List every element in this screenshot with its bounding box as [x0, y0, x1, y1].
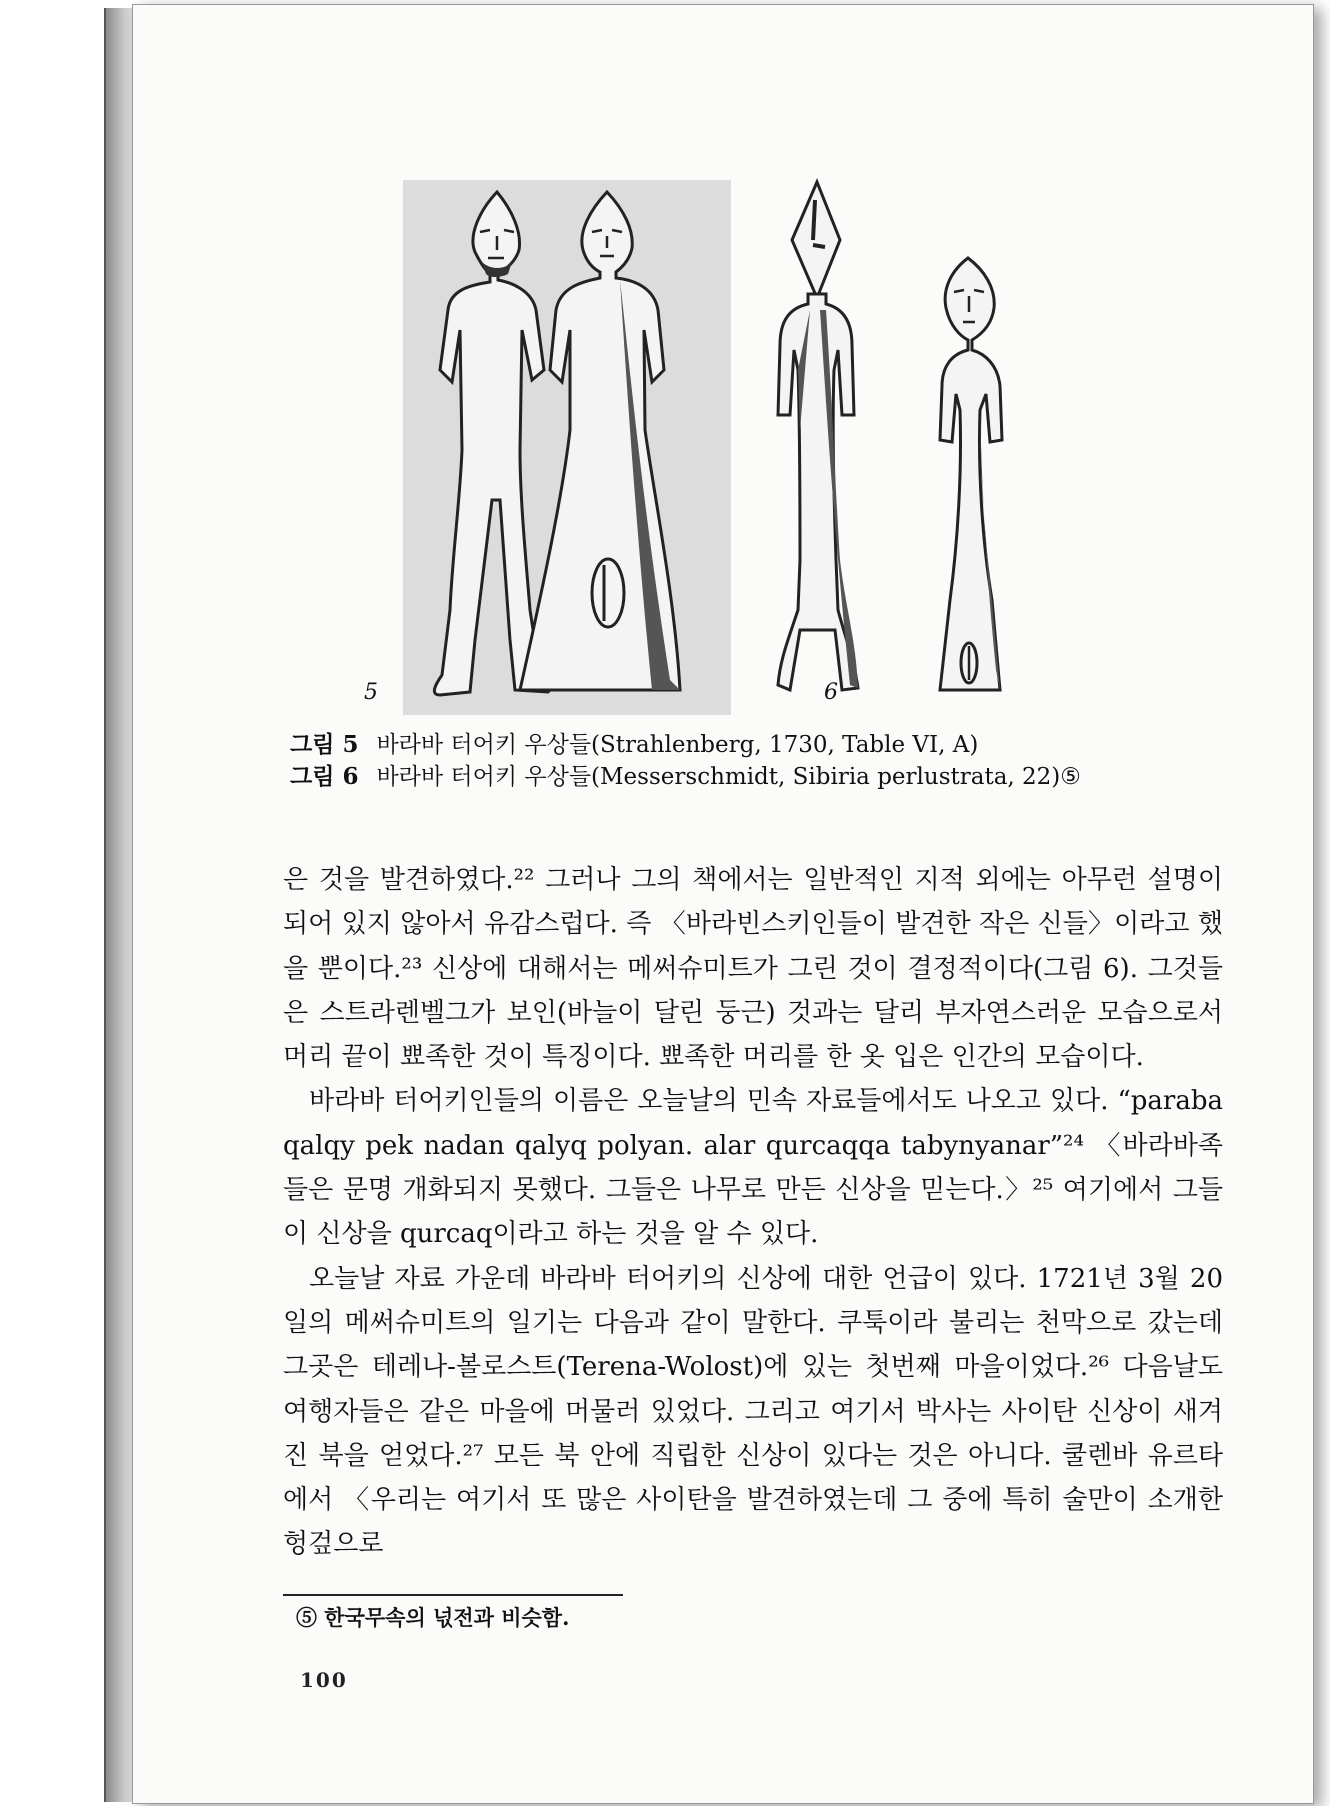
figure-6-idol-right [940, 258, 1002, 690]
caption-label: 그림 [290, 731, 335, 758]
figure-5-idol-right [520, 192, 680, 690]
caption-text: 바라바 터어키 우상들(Strahlenberg, 1730, Table VI, A) [376, 732, 979, 758]
caption-number: 5 [342, 731, 359, 758]
footnote-divider [283, 1594, 623, 1596]
paragraph-2: 바라바 터어키인들의 이름은 오늘날의 민속 자료들에서도 나오고 있다. “paraba qalqy pek nadan qalyq polyan. alar qurcaqqa tabynyanar”²⁴ 〈바라바족들은 문명 개화되지 못했다. 그들은 나무로 만든 신상을 믿는다.〉²⁵ 여기에서 그들이 신상을 qurcaq이라고 하는 것을 알 수 있다. [283, 1086, 1223, 1250]
page-number: 100 [300, 1668, 348, 1692]
caption-figure-5 [290, 726, 978, 759]
caption-number: 6 [342, 763, 359, 790]
figure-6-idol-left [778, 182, 858, 690]
caption-figure-6 [290, 758, 1081, 791]
idol-figures-illustration [380, 170, 1180, 720]
paragraph-3: 오늘날 자료 가운데 바라바 터어키의 신상에 대한 언급이 있다. 1721년 3월 20일의 메써슈미트의 일기는 다음과 같이 말한다. 쿠툭이라 불리는 천막으로 갔는데 그곳은 테레나-볼로스트(Terena-Wolost)에 있는 첫번째 마을이었다.²⁶ 다음날도 여행자들은 같은 마을에 머물러 있었다. 그리고 여기서 박사는 사이탄 신상이 새겨진 북을 얻었다.²⁷ 모든 북 안에 직립한 신상이 있다는 것은 아니다. 쿨렌바 유르타에서 〈우리는 여기서 또 많은 사이탄을 발견하였는데 그 중에 특히 술만이 소개한 헝겊으로 [283, 1263, 1223, 1560]
paragraph-1: 은 것을 발견하였다.²² 그러나 그의 책에서는 일반적인 지적 외에는 아무런 설명이 되어 있지 않아서 유감스럽다. 즉 〈바라빈스키인들이 발견한 작은 신들〉이라고 했을 뿐이다.²³ 신상에 대해서는 메써슈미트가 그린 것이 결정적이다(그림 6). 그것들은 스트라렌벨그가 보인(바늘이 달린 둥근) 것과는 달리 부자연스러운 모습으로서 머리 끝이 뾰족한 것이 특징이다. 뾰족한 머리를 한 옷 입은 인간의 모습이다. [283, 865, 1223, 1073]
caption-label: 그림 [290, 763, 335, 790]
figure-6-number: 6 [824, 680, 838, 705]
figure-5-idol-left [434, 192, 551, 695]
figure-5-number: 5 [364, 680, 378, 705]
caption-text: 바라바 터어키 우상들(Messerschmidt, Sibiria perlustrata, 22)⑤ [376, 764, 1081, 790]
body-text [283, 858, 1223, 1567]
footnote: ⑤ 한국무속의 넋전과 비슷함. [296, 1605, 570, 1630]
